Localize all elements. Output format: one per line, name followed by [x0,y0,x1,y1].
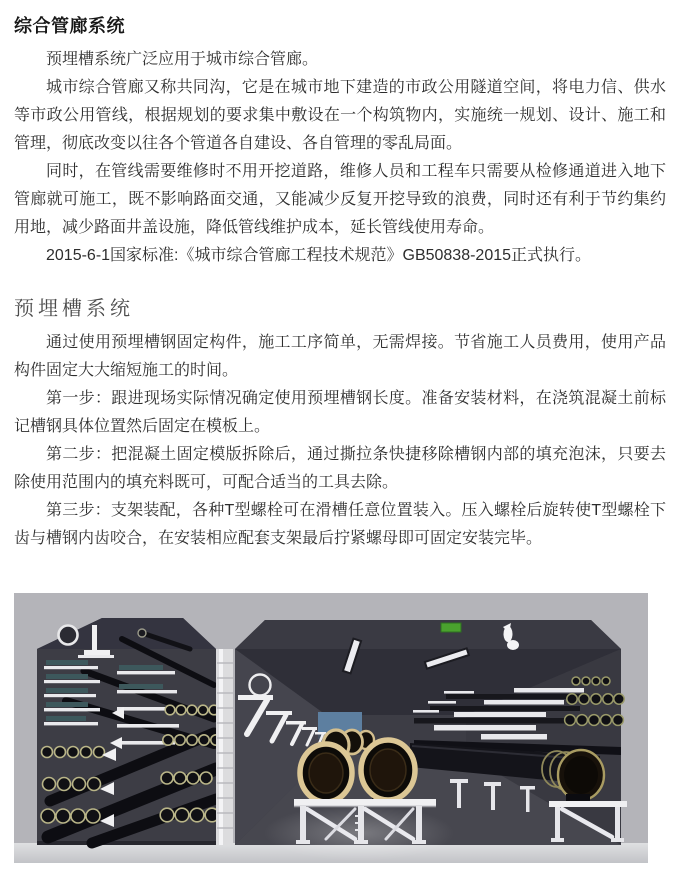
paragraph-standard: 2015-6-1国家标准:《城市综合管廊工程技术规范》GB50838-2015正式执行。 [46,247,592,264]
paragraph-step-2: 第二步：把混凝土固定模版拆除后，通过撕拉条快捷移除槽钢内部的填充泡沫，只要去除使用范围内的填充料既可，可配合适当的工具去除。 [14,446,666,491]
paragraph-definition: 城市综合管廊又称共同沟，它是在城市地下建造的市政公用隧道空间，将电力信、供水等市政公用管线，根据规划的要求集中敷设在一个构筑物内，实施统一规划、设计、施工和管理，彻底改变以往各个管道各自建设、各自管理的零乱局面。 [14,79,666,152]
pipe-ring-icon [59,626,78,645]
paragraph-benefits: 同时，在管线需要维修时不用开挖道路，维修人员和工程车只需要从检修通道进入地下管廊就可施工，既不影响路面交通，又能减少反复开挖导致的浪费，同时还有利于节约集约用地，减少路面井盖设施，降低管线维护成本，延长管线使用寿命。 [14,163,666,236]
paragraph-intro: 预埋槽系统广泛应用于城市综合管廊。 [46,51,319,68]
paragraph-step-3: 第三步：支架装配，各种T型螺栓可在滑槽任意位置装入。压入螺栓后旋转使T型螺栓下齿与槽钢内齿咬合，在安装相应配套支架最后拧紧螺母即可固定安装完毕。 [14,502,666,547]
left-compartment [37,618,221,845]
right-compartment [235,620,627,861]
paragraph-channel-overview: 通过使用预埋槽钢固定构件，施工工序简单，无需焊接。节省施工人员费用，使用产品构件固定大大缩短施工的时间。 [14,334,666,379]
exit-sign [441,623,461,632]
page-title: 综合管廊系统 [14,16,125,36]
pipe-face-left [300,744,352,802]
divider-rack-column [216,649,233,845]
section-heading-precast-channel: 预埋槽系统 [14,298,134,320]
paragraph-step-1: 第一步：跟进现场实际情况确定使用预埋槽钢长度。准备安装材料，在浇筑混凝土前标记槽钢具体位置然后固定在模板上。 [14,390,666,435]
tunnel-render-figure [14,593,648,863]
pipe-face-right [361,740,415,800]
